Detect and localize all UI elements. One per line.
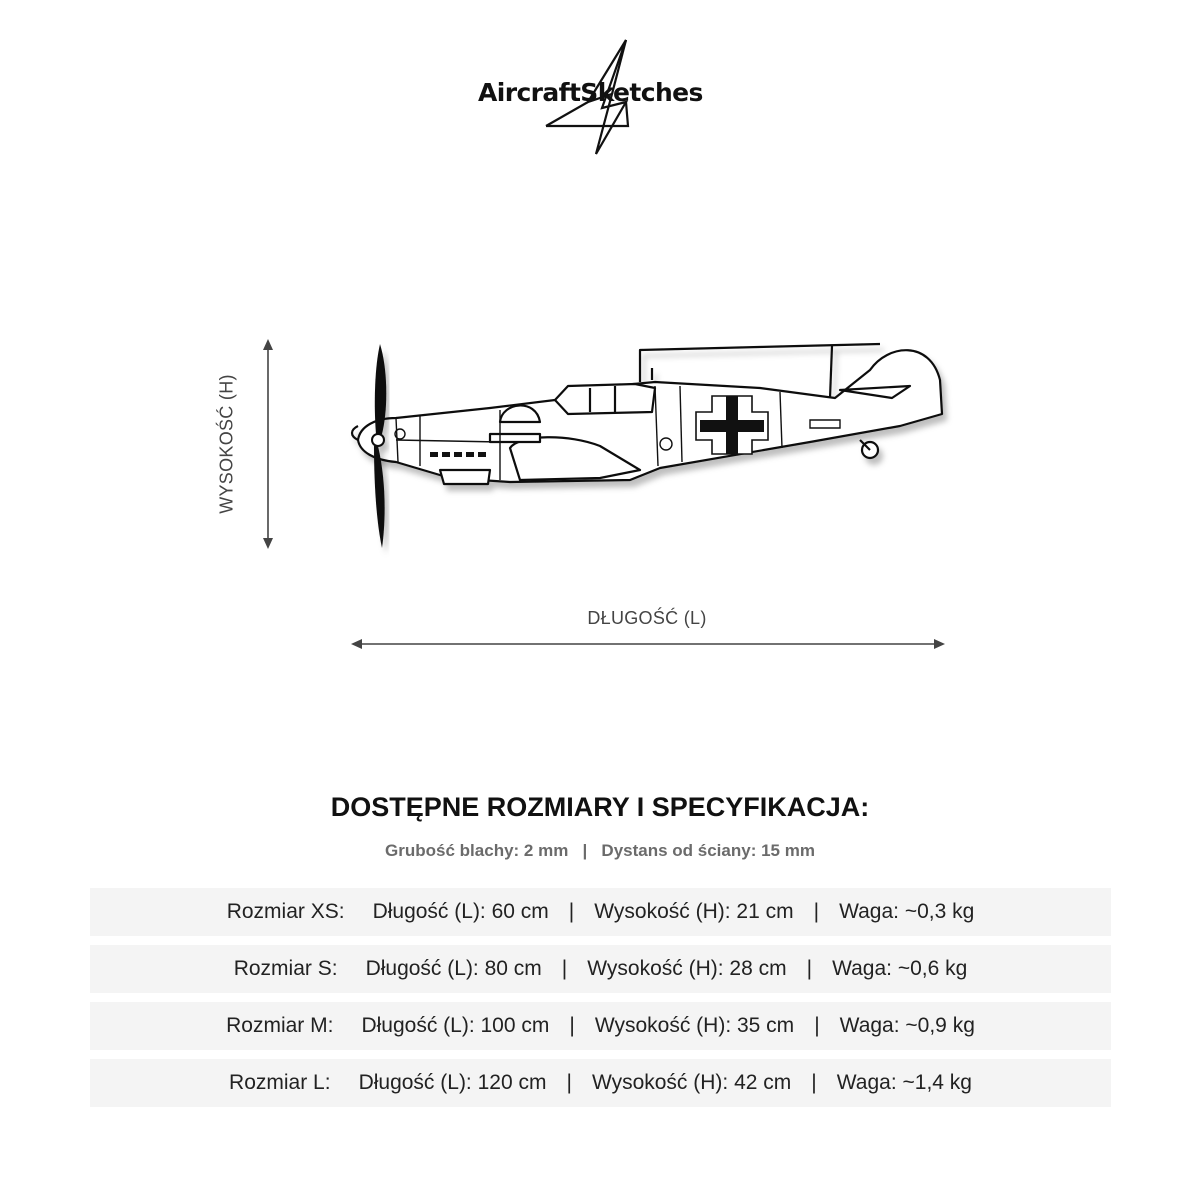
size-weight: Waga: ~1,4 kg <box>836 1071 972 1094</box>
size-height: Wysokość (H): 21 cm <box>594 900 794 923</box>
size-length: Długość (L): 80 cm <box>365 957 542 980</box>
separator: | <box>566 1071 572 1094</box>
size-name: Rozmiar S: <box>233 957 338 980</box>
aircraft-silhouette <box>340 330 960 570</box>
height-label: WYSOKOŚĆ (H) <box>216 374 237 514</box>
size-length: Długość (L): 100 cm <box>361 1014 550 1037</box>
brand-logo <box>470 36 730 160</box>
size-name: Rozmiar M: <box>226 1014 334 1037</box>
size-name: Rozmiar L: <box>229 1071 331 1094</box>
spec-subtitle: Grubość blachy: 2 mm | Dystans od ściany: 15 mm <box>385 841 815 860</box>
length-label: DŁUGOŚĆ (L) <box>587 608 707 628</box>
separator: | <box>813 900 820 923</box>
separator: | <box>561 957 568 980</box>
size-name: Rozmiar XS: <box>226 900 345 923</box>
size-height: Wysokość (H): 35 cm <box>594 1014 795 1037</box>
separator: | <box>569 1014 575 1037</box>
separator: | <box>811 1071 817 1094</box>
separator: | <box>806 957 813 980</box>
separator: | <box>814 1014 820 1037</box>
size-weight: Waga: ~0,6 kg <box>832 957 968 980</box>
brand-name: AircraftSketches <box>478 78 703 107</box>
spec-title: DOSTĘPNE ROZMIARY I SPECYFIKACJA: <box>330 792 870 822</box>
size-row-m <box>90 1002 1111 1050</box>
size-row-xs <box>90 888 1111 936</box>
height-arrow <box>258 336 278 552</box>
size-row-l <box>90 1059 1111 1107</box>
size-weight: Waga: ~0,9 kg <box>839 1014 975 1037</box>
size-list <box>90 888 1111 1116</box>
size-weight: Waga: ~0,3 kg <box>839 900 975 923</box>
separator: | <box>568 900 575 923</box>
size-height: Wysokość (H): 28 cm <box>587 957 787 980</box>
length-arrow <box>348 634 948 654</box>
size-height: Wysokość (H): 42 cm <box>591 1071 792 1094</box>
size-row-s <box>90 945 1111 993</box>
size-length: Długość (L): 120 cm <box>358 1071 547 1094</box>
size-length: Długość (L): 60 cm <box>372 900 549 923</box>
